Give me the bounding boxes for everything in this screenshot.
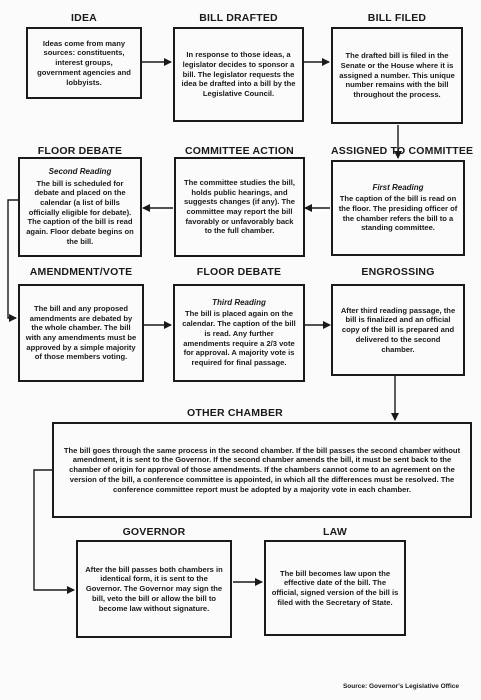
step-text-drafted: In response to those ideas, a legislator decides to sponsor a bill. The legislator requests the idea be drafted into a bill by the Legislative Council. — [181, 50, 296, 99]
step-subtitle-assigned: First Reading — [372, 182, 424, 192]
step-text-other: The bill goes through the same process in the second chamber. If the bill passes the second chamber without amendment, it is sent to the Governor. If the second chamber amends the bill, it must be sent back to the chamber of origin for approval of those amendments. If the chambers cannot come to an agreement on the version of the bill, a conference committee is appointed, in which all the differences must be resolved. The conference committee report must be adopted by a majority vote in each chamber. — [63, 445, 461, 494]
step-title-floor3: FLOOR DEBATE — [196, 266, 282, 278]
step-title-amendment: AMENDMENT/VOTE — [29, 266, 133, 278]
step-title-other: OTHER CHAMBER — [187, 407, 283, 419]
step-title-committee: COMMITTEE ACTION — [185, 145, 294, 157]
step-text-floor3: The bill is placed again on the calendar. The caption of the bill is read. Any further amendments require a 2/3 vote for approval. A majority vote is required for final passage. — [182, 309, 296, 368]
step-text-filed: The drafted bill is filed in the Senate or the House where it is assigned a number. This unique number remains with the bill throughout the process. — [339, 51, 455, 100]
step-box-idea — [26, 27, 142, 99]
step-box-governor — [76, 540, 232, 638]
source-note: Source: Governor's Legislative Office — [342, 683, 459, 690]
step-subtitle-floor2: Second Reading — [48, 167, 112, 177]
step-box-committee — [174, 157, 305, 257]
step-title-filed: BILL FILED — [367, 12, 427, 24]
step-box-filed — [331, 27, 463, 124]
step-box-floor3 — [173, 284, 305, 382]
step-text-assigned: The caption of the bill is read on the floor. The presiding officer of the chamber refers the bill to a standing committee. — [338, 194, 458, 233]
step-text-idea: Ideas come from many sources: constituents, interest groups, government agencies and lobbyists. — [37, 38, 131, 87]
step-title-engrossing: ENGROSSING — [361, 266, 435, 278]
step-text-engrossing: After third reading passage, the bill is finalized and an official copy of the bill is prepared and delivered to the second chamber. — [340, 305, 456, 354]
step-box-amendment — [18, 284, 144, 382]
step-text-law: The bill becomes law upon the effective date of the bill. The official, signed version of the bill is filed with the Secretary of State. — [271, 568, 399, 607]
step-box-law — [264, 540, 406, 636]
step-text-amendment: The bill and any proposed amendments are debated by the whole chamber. The bill with any amendments must be approved by a simple majority of those members voting. — [25, 303, 137, 362]
step-text-floor2: The bill is scheduled for debate and placed on the calendar (a list of bills officially eligible for debate). The caption of the bill is read again. Floor debate begins on the bill. — [26, 178, 134, 246]
step-box-floor2 — [18, 157, 142, 257]
step-text-governor: After the bill passes both chambers in identical form, it is sent to the Governor. The Governor may sign the bill, veto the bill or allow the bill to become law without signature. — [85, 564, 223, 613]
step-title-law: LAW — [323, 526, 347, 538]
step-title-assigned: ASSIGNED TO COMMITTEE — [331, 145, 474, 157]
step-title-idea: IDEA — [71, 12, 97, 24]
step-subtitle-floor3: Third Reading — [212, 298, 266, 308]
step-title-floor2: FLOOR DEBATE — [37, 145, 123, 157]
step-title-drafted: BILL DRAFTED — [199, 12, 278, 24]
step-text-committee: The committee studies the bill, holds public hearings, and suggests changes (if any). The committee may report the bill favorably or unfavorably back to the full chamber. — [184, 177, 295, 236]
step-box-engrossing — [331, 284, 465, 376]
step-box-assigned — [331, 160, 465, 256]
step-box-drafted — [173, 27, 304, 122]
arrow-floor2-to-amendment — [8, 200, 18, 318]
step-title-governor: GOVERNOR — [122, 526, 186, 538]
step-box-other — [52, 422, 472, 518]
